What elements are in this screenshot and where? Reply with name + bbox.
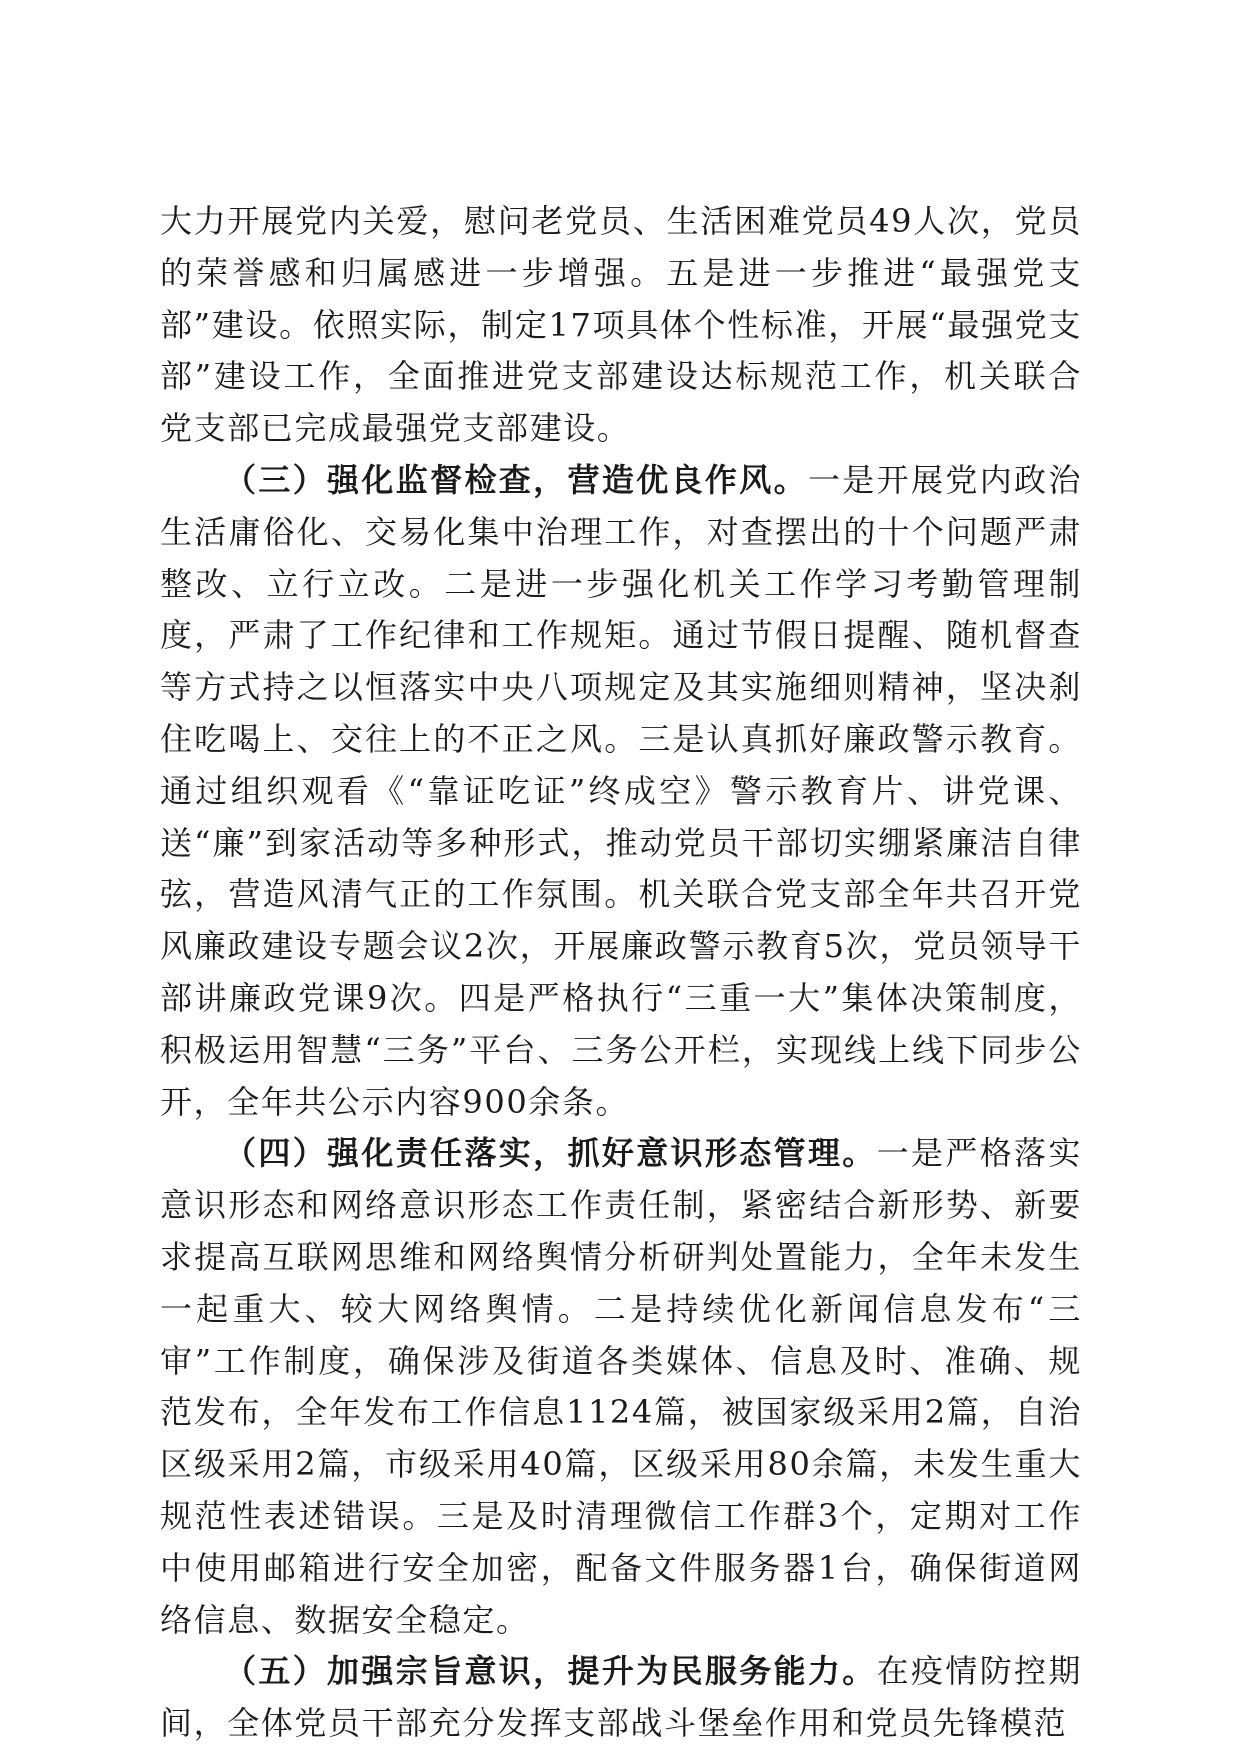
document-body bbox=[160, 196, 1082, 1750]
section-heading: （三）强化监督检查，营造优良作风。 bbox=[224, 460, 808, 499]
paragraph-section-4 bbox=[160, 1128, 1082, 1646]
paragraph-continuation bbox=[160, 196, 1082, 455]
paragraph-section-3 bbox=[160, 455, 1082, 1128]
paragraph-text: 大力开展党内关爱，慰问老党员、生活困难党员49人次，党员的荣誉感和归属感进一步增强。五是进一步推进“最强党支部”建设。依照实际，制定17项具体个性标准，开展“最强党支部”建设工作，全面推进党支部建设达标规范工作，机关联合党支部已完成最强党支部建设。 bbox=[160, 202, 1082, 448]
section-heading: （四）强化责任落实，抓好意识形态管理。 bbox=[224, 1134, 877, 1173]
paragraph-text: 一是开展党内政治生活庸俗化、交易化集中治理工作，对查摆出的十个问题严肃整改、立行立改。二是进一步强化机关工作学习考勤管理制度，严肃了工作纪律和工作规矩。通过节假日提醒、随机督查等方式持之以恒落实中央八项规定及其实施细则精神，坚决刹住吃喝上、交往上的不正之风。三是认真抓好廉政警示教育。通过组织观看《“靠证吃证”终成空》警示教育片、讲党课、送“廉”到家活动等多种形式，推动党员干部切实绷紧廉洁自律弦，营造风清气正的工作氛围。机关联合党支部全年共召开党风廉政建设专题会议2次，开展廉政警示教育5次，党员领导干部讲廉政党课9次。四是严格执行“三重一大”集体决策制度，积极运用智慧“三务”平台、三务公开栏，实现线上线下同步公开，全年共公示内容900余条。 bbox=[160, 460, 1082, 1121]
paragraph-text: 一是严格落实意识形态和网络意识形态工作责任制，紧密结合新形势、新要求提高互联网思维和网络舆情分析研判处置能力，全年未发生一起重大、较大网络舆情。二是持续优化新闻信息发布“三审”工作制度，确保涉及街道各类媒体、信息及时、准确、规范发布，全年发布工作信息1124篇，被国家级采用2篇，自治区级采用2篇，市级采用40篇，区级采用80余篇，未发生重大规范性表述错误。三是及时清理微信工作群3个，定期对工作中使用邮箱进行安全加密，配备文件服务器1台，确保街道网络信息、数据安全稳定。 bbox=[160, 1134, 1082, 1639]
paragraph-section-5 bbox=[160, 1646, 1082, 1750]
section-heading: （五）加强宗旨意识，提升为民服务能力。 bbox=[224, 1652, 877, 1691]
paragraph-text: 在疫情防控期间，全体党员干部充分发挥支部战斗堡垒作用和党员先锋模范 bbox=[160, 1652, 1082, 1743]
